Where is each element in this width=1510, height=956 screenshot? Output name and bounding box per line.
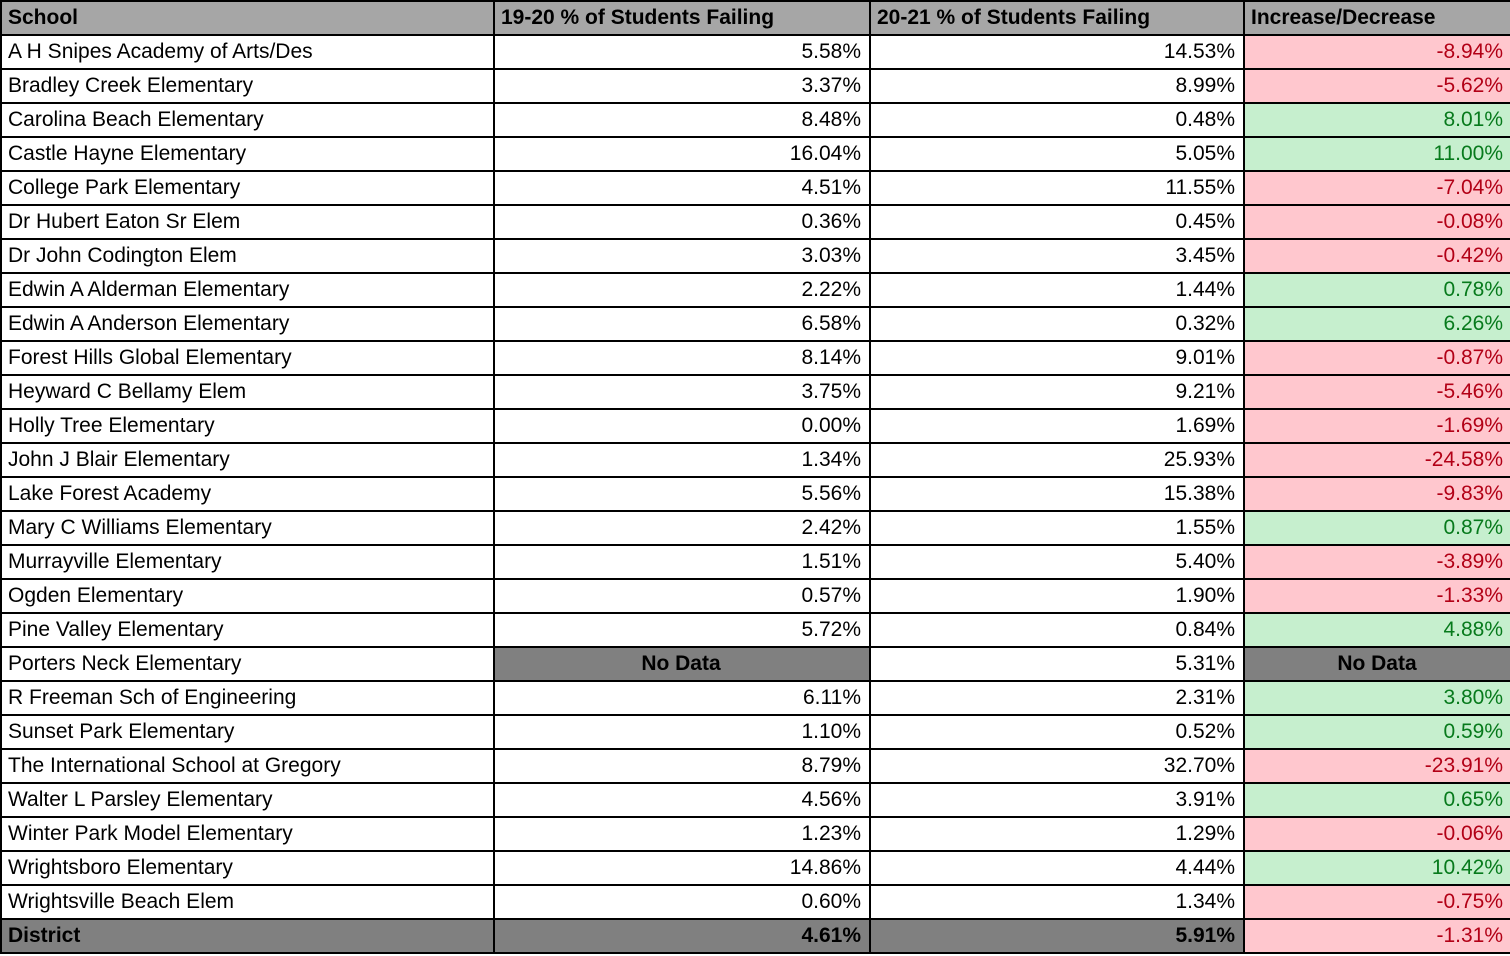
school-name-cell[interactable]: R Freeman Sch of Engineering (1, 681, 494, 715)
school-name-cell[interactable]: The International School at Gregory (1, 749, 494, 783)
increase-decrease-cell[interactable]: -0.42% (1244, 239, 1510, 273)
school-row (1, 477, 1510, 511)
pct-failing-20-21-cell[interactable]: 1.90% (870, 579, 1244, 613)
school-name-cell[interactable]: John J Blair Elementary (1, 443, 494, 477)
pct-failing-20-21-cell[interactable]: 5.05% (870, 137, 1244, 171)
pct-failing-20-21-cell[interactable]: 5.40% (870, 545, 1244, 579)
school-name-cell[interactable]: District (1, 919, 494, 953)
school-name-cell[interactable]: Sunset Park Elementary (1, 715, 494, 749)
pct-failing-19-20-cell[interactable]: 0.00% (494, 409, 870, 443)
school-row (1, 137, 1510, 171)
increase-decrease-cell[interactable]: 0.59% (1244, 715, 1510, 749)
pct-failing-20-21-cell[interactable]: 32.70% (870, 749, 1244, 783)
pct-failing-20-21-cell[interactable]: 0.45% (870, 205, 1244, 239)
pct-failing-19-20-cell[interactable]: 2.42% (494, 511, 870, 545)
school-name-cell[interactable]: Wrightsboro Elementary (1, 851, 494, 885)
increase-decrease-cell[interactable]: -3.89% (1244, 545, 1510, 579)
pct-failing-19-20-cell[interactable]: 8.79% (494, 749, 870, 783)
school-name-cell[interactable]: Walter L Parsley Elementary (1, 783, 494, 817)
pct-failing-19-20-cell[interactable]: 8.48% (494, 103, 870, 137)
column-header-school[interactable]: School (1, 1, 494, 35)
pct-failing-19-20-cell[interactable]: 16.04% (494, 137, 870, 171)
school-row (1, 749, 1510, 783)
pct-failing-19-20-cell[interactable]: 1.51% (494, 545, 870, 579)
school-name-cell[interactable]: College Park Elementary (1, 171, 494, 205)
pct-failing-20-21-cell[interactable]: 1.29% (870, 817, 1244, 851)
table-body (1, 35, 1510, 953)
school-row (1, 341, 1510, 375)
increase-decrease-cell[interactable]: -23.91% (1244, 749, 1510, 783)
increase-decrease-cell[interactable]: -5.62% (1244, 69, 1510, 103)
pct-failing-19-20-cell[interactable]: 6.58% (494, 307, 870, 341)
pct-failing-19-20-cell[interactable]: 1.34% (494, 443, 870, 477)
increase-decrease-cell[interactable]: 3.80% (1244, 681, 1510, 715)
pct-failing-20-21-cell[interactable]: 11.55% (870, 171, 1244, 205)
pct-failing-19-20-cell[interactable]: 8.14% (494, 341, 870, 375)
pct-failing-19-20-cell[interactable]: No Data (494, 647, 870, 681)
pct-failing-20-21-cell[interactable]: 9.21% (870, 375, 1244, 409)
school-row (1, 307, 1510, 341)
increase-decrease-cell[interactable]: -0.75% (1244, 885, 1510, 919)
school-row (1, 681, 1510, 715)
school-row (1, 851, 1510, 885)
pct-failing-19-20-cell[interactable]: 6.11% (494, 681, 870, 715)
school-name-cell[interactable]: Porters Neck Elementary (1, 647, 494, 681)
school-row (1, 545, 1510, 579)
pct-failing-20-21-cell[interactable]: 4.44% (870, 851, 1244, 885)
pct-failing-20-21-cell[interactable]: 15.38% (870, 477, 1244, 511)
increase-decrease-cell[interactable]: -7.04% (1244, 171, 1510, 205)
school-row (1, 375, 1510, 409)
column-header-19-20-failing[interactable]: 19-20 % of Students Failing (494, 1, 870, 35)
school-name-cell[interactable]: Heyward C Bellamy Elem (1, 375, 494, 409)
pct-failing-19-20-cell[interactable]: 2.22% (494, 273, 870, 307)
school-row (1, 885, 1510, 919)
pct-failing-20-21-cell[interactable]: 1.69% (870, 409, 1244, 443)
school-name-cell[interactable]: Dr John Codington Elem (1, 239, 494, 273)
pct-failing-19-20-cell[interactable]: 0.60% (494, 885, 870, 919)
pct-failing-19-20-cell[interactable]: 3.03% (494, 239, 870, 273)
increase-decrease-cell[interactable]: 6.26% (1244, 307, 1510, 341)
pct-failing-19-20-cell[interactable]: 0.57% (494, 579, 870, 613)
increase-decrease-cell[interactable]: -9.83% (1244, 477, 1510, 511)
column-header-increase-decrease[interactable]: Increase/Decrease (1244, 1, 1510, 35)
school-row (1, 715, 1510, 749)
increase-decrease-cell[interactable]: 8.01% (1244, 103, 1510, 137)
increase-decrease-cell[interactable]: -1.33% (1244, 579, 1510, 613)
increase-decrease-cell[interactable]: -24.58% (1244, 443, 1510, 477)
school-name-cell[interactable]: Holly Tree Elementary (1, 409, 494, 443)
pct-failing-20-21-cell[interactable]: 0.32% (870, 307, 1244, 341)
pct-failing-19-20-cell[interactable]: 1.10% (494, 715, 870, 749)
increase-decrease-cell[interactable]: -0.06% (1244, 817, 1510, 851)
pct-failing-20-21-cell[interactable]: 2.31% (870, 681, 1244, 715)
pct-failing-20-21-cell[interactable]: 0.52% (870, 715, 1244, 749)
increase-decrease-cell[interactable]: -0.08% (1244, 205, 1510, 239)
pct-failing-20-21-cell[interactable]: 25.93% (870, 443, 1244, 477)
pct-failing-19-20-cell[interactable]: 3.75% (494, 375, 870, 409)
pct-failing-19-20-cell[interactable]: 4.56% (494, 783, 870, 817)
increase-decrease-cell[interactable]: 0.87% (1244, 511, 1510, 545)
school-name-cell[interactable]: Winter Park Model Elementary (1, 817, 494, 851)
increase-decrease-cell[interactable]: 11.00% (1244, 137, 1510, 171)
school-name-cell[interactable]: Forest Hills Global Elementary (1, 341, 494, 375)
pct-failing-20-21-cell[interactable]: 5.91% (870, 919, 1244, 953)
school-row (1, 205, 1510, 239)
school-name-cell[interactable]: Edwin A Anderson Elementary (1, 307, 494, 341)
school-row (1, 511, 1510, 545)
school-row (1, 239, 1510, 273)
pct-failing-20-21-cell[interactable]: 1.55% (870, 511, 1244, 545)
pct-failing-20-21-cell[interactable]: 8.99% (870, 69, 1244, 103)
increase-decrease-cell[interactable]: 0.65% (1244, 783, 1510, 817)
header-row (1, 1, 1510, 35)
pct-failing-20-21-cell[interactable]: 3.91% (870, 783, 1244, 817)
school-name-cell[interactable]: Carolina Beach Elementary (1, 103, 494, 137)
pct-failing-19-20-cell[interactable]: 4.61% (494, 919, 870, 953)
school-row (1, 103, 1510, 137)
school-name-cell[interactable]: Dr Hubert Eaton Sr Elem (1, 205, 494, 239)
school-row (1, 817, 1510, 851)
pct-failing-20-21-cell[interactable]: 3.45% (870, 239, 1244, 273)
increase-decrease-cell[interactable]: -5.46% (1244, 375, 1510, 409)
pct-failing-19-20-cell[interactable]: 5.72% (494, 613, 870, 647)
pct-failing-19-20-cell[interactable]: 1.23% (494, 817, 870, 851)
increase-decrease-cell[interactable]: -0.87% (1244, 341, 1510, 375)
pct-failing-19-20-cell[interactable]: 14.86% (494, 851, 870, 885)
pct-failing-19-20-cell[interactable]: 4.51% (494, 171, 870, 205)
school-row (1, 613, 1510, 647)
school-name-cell[interactable]: Wrightsville Beach Elem (1, 885, 494, 919)
school-row (1, 69, 1510, 103)
school-name-cell[interactable]: Lake Forest Academy (1, 477, 494, 511)
pct-failing-20-21-cell[interactable]: 0.84% (870, 613, 1244, 647)
school-name-cell[interactable]: Mary C Williams Elementary (1, 511, 494, 545)
school-name-cell[interactable]: Castle Hayne Elementary (1, 137, 494, 171)
school-row (1, 409, 1510, 443)
table-header (1, 1, 1510, 35)
pct-failing-19-20-cell[interactable]: 3.37% (494, 69, 870, 103)
increase-decrease-cell[interactable]: -8.94% (1244, 35, 1510, 69)
pct-failing-20-21-cell[interactable]: 1.34% (870, 885, 1244, 919)
school-name-cell[interactable]: Bradley Creek Elementary (1, 69, 494, 103)
school-row (1, 647, 1510, 681)
pct-failing-19-20-cell[interactable]: 5.56% (494, 477, 870, 511)
pct-failing-20-21-cell[interactable]: 0.48% (870, 103, 1244, 137)
column-header-20-21-failing[interactable]: 20-21 % of Students Failing (870, 1, 1244, 35)
school-name-cell[interactable]: Pine Valley Elementary (1, 613, 494, 647)
school-row (1, 273, 1510, 307)
increase-decrease-cell[interactable]: -1.69% (1244, 409, 1510, 443)
pct-failing-19-20-cell[interactable]: 0.36% (494, 205, 870, 239)
school-row (1, 171, 1510, 205)
school-row (1, 579, 1510, 613)
pct-failing-20-21-cell[interactable]: 9.01% (870, 341, 1244, 375)
pct-failing-20-21-cell[interactable]: 5.31% (870, 647, 1244, 681)
increase-decrease-cell[interactable]: No Data (1244, 647, 1510, 681)
pct-failing-20-21-cell[interactable]: 1.44% (870, 273, 1244, 307)
increase-decrease-cell[interactable]: 4.88% (1244, 613, 1510, 647)
pct-failing-19-20-cell[interactable]: 5.58% (494, 35, 870, 69)
school-name-cell[interactable]: Ogden Elementary (1, 579, 494, 613)
increase-decrease-cell[interactable]: 0.78% (1244, 273, 1510, 307)
school-row (1, 783, 1510, 817)
school-name-cell[interactable]: Murrayville Elementary (1, 545, 494, 579)
school-row (1, 443, 1510, 477)
increase-decrease-cell[interactable]: -1.31% (1244, 919, 1510, 953)
school-name-cell[interactable]: A H Snipes Academy of Arts/Des (1, 35, 494, 69)
increase-decrease-cell[interactable]: 10.42% (1244, 851, 1510, 885)
school-name-cell[interactable]: Edwin A Alderman Elementary (1, 273, 494, 307)
pct-failing-20-21-cell[interactable]: 14.53% (870, 35, 1244, 69)
district-total-row (1, 919, 1510, 953)
school-row (1, 35, 1510, 69)
